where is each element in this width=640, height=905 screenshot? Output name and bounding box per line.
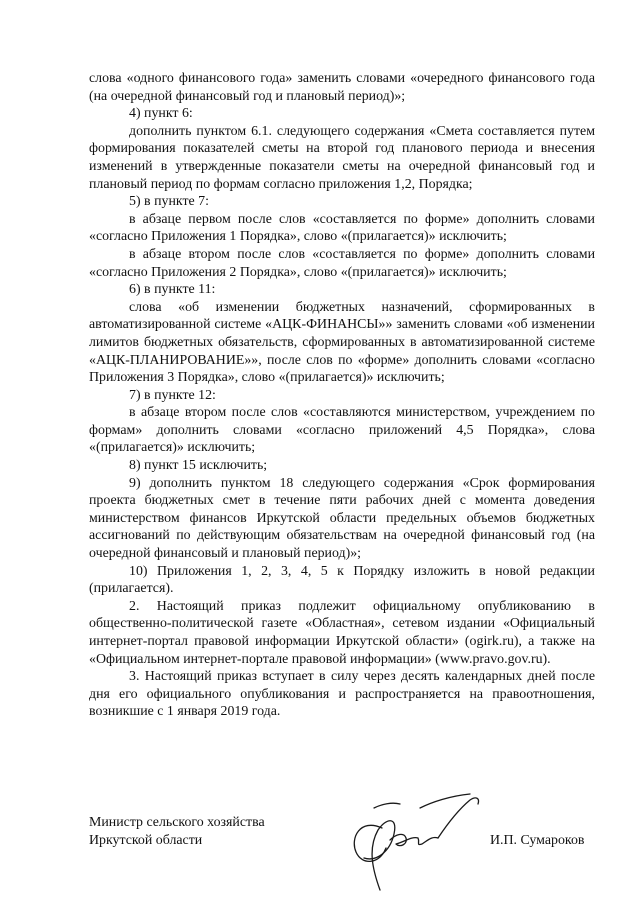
paragraph: 8) пункт 15 исключить;	[129, 458, 268, 474]
paragraph: в абзаце втором после слов «составляются министерством, учреждением по формам» дополнить словами «согласно приложений 4,5 Порядка», слова «(прилагается)» исключить;	[89, 405, 595, 456]
paragraph: 10) Приложения 1, 2, 3, 4, 5 к Порядку изложить в новой редакции (прилагается).	[89, 563, 595, 597]
signatory-name: И.П. Сумароков	[490, 833, 585, 848]
paragraph: 4) пункт 6:	[129, 106, 193, 122]
paragraph: дополнить пунктом 6.1. следующего содержания «Смета составляется путем формирования показателей сметы на второй год планового периода и внесения изменений в утвержденные показатели сметы на очередной финансовый год и плановый период по формам согласно приложения 1,2, Порядка;	[89, 123, 595, 192]
paragraph: 7) в пункте 12:	[129, 387, 216, 403]
paragraph: 3. Настоящий приказ вступает в силу через десять календарных дней после дня его официального опубликования и распространяется на правоотношения, возникшие с 1 января 2019 года.	[89, 669, 595, 720]
paragraph: слова «об изменении бюджетных назначений, сформированных в автоматизированной системе «АЦК-ФИНАНСЫ»» заменить словами «об изменении лимитов бюджетных обязательств, сформированных в автоматизированной системе «АЦК-ПЛАНИРОВАНИЕ»», после слов по «форме» дополнить словами «согласно Приложения 3 Порядка», слово «(прилагается)» исключить;	[89, 299, 595, 386]
document-body	[89, 70, 595, 721]
position-line-2: Иркутской области	[89, 832, 203, 848]
handwritten-signature	[320, 778, 490, 896]
signatory-position	[89, 814, 265, 849]
paragraph: 5) в пункте 7:	[129, 194, 209, 210]
paragraph: в абзаце первом после слов «составляется по форме» дополнить словами «согласно Приложения 1 Порядка», слово «(прилагается)» исключить;	[89, 211, 595, 245]
paragraph: 9) дополнить пунктом 18 следующего содержания «Срок формирования проекта бюджетных смет в течение пяти рабочих дней с момента доведения министерством финансов Иркутской области предельных объемов бюджетных ассигнований по действующим обязательствам на очередной финансовый год (на очередной финансовый и плановый период)»;	[89, 475, 595, 562]
paragraph: 2. Настоящий приказ подлежит официальному опубликованию в общественно-политической газете «Областная», сетевом издании «Официальный интернет-портал правовой информации Иркутской области» (ogirk.ru), а также на «Официальном интернет-портале правовой информации» (www.pravo.gov.ru).	[89, 598, 595, 667]
paragraph: слова «одного финансового года» заменить словами «очередного финансового года (на очередной финансовый год и плановый период)»;	[89, 71, 595, 104]
paragraph: в абзаце втором после слов «составляется по форме» дополнить словами «согласно Приложения 2 Порядка», слово «(прилагается)» исключить;	[89, 246, 595, 280]
position-line-1: Министр сельского хозяйства	[89, 815, 265, 830]
paragraph: 6) в пункте 11:	[129, 282, 216, 298]
